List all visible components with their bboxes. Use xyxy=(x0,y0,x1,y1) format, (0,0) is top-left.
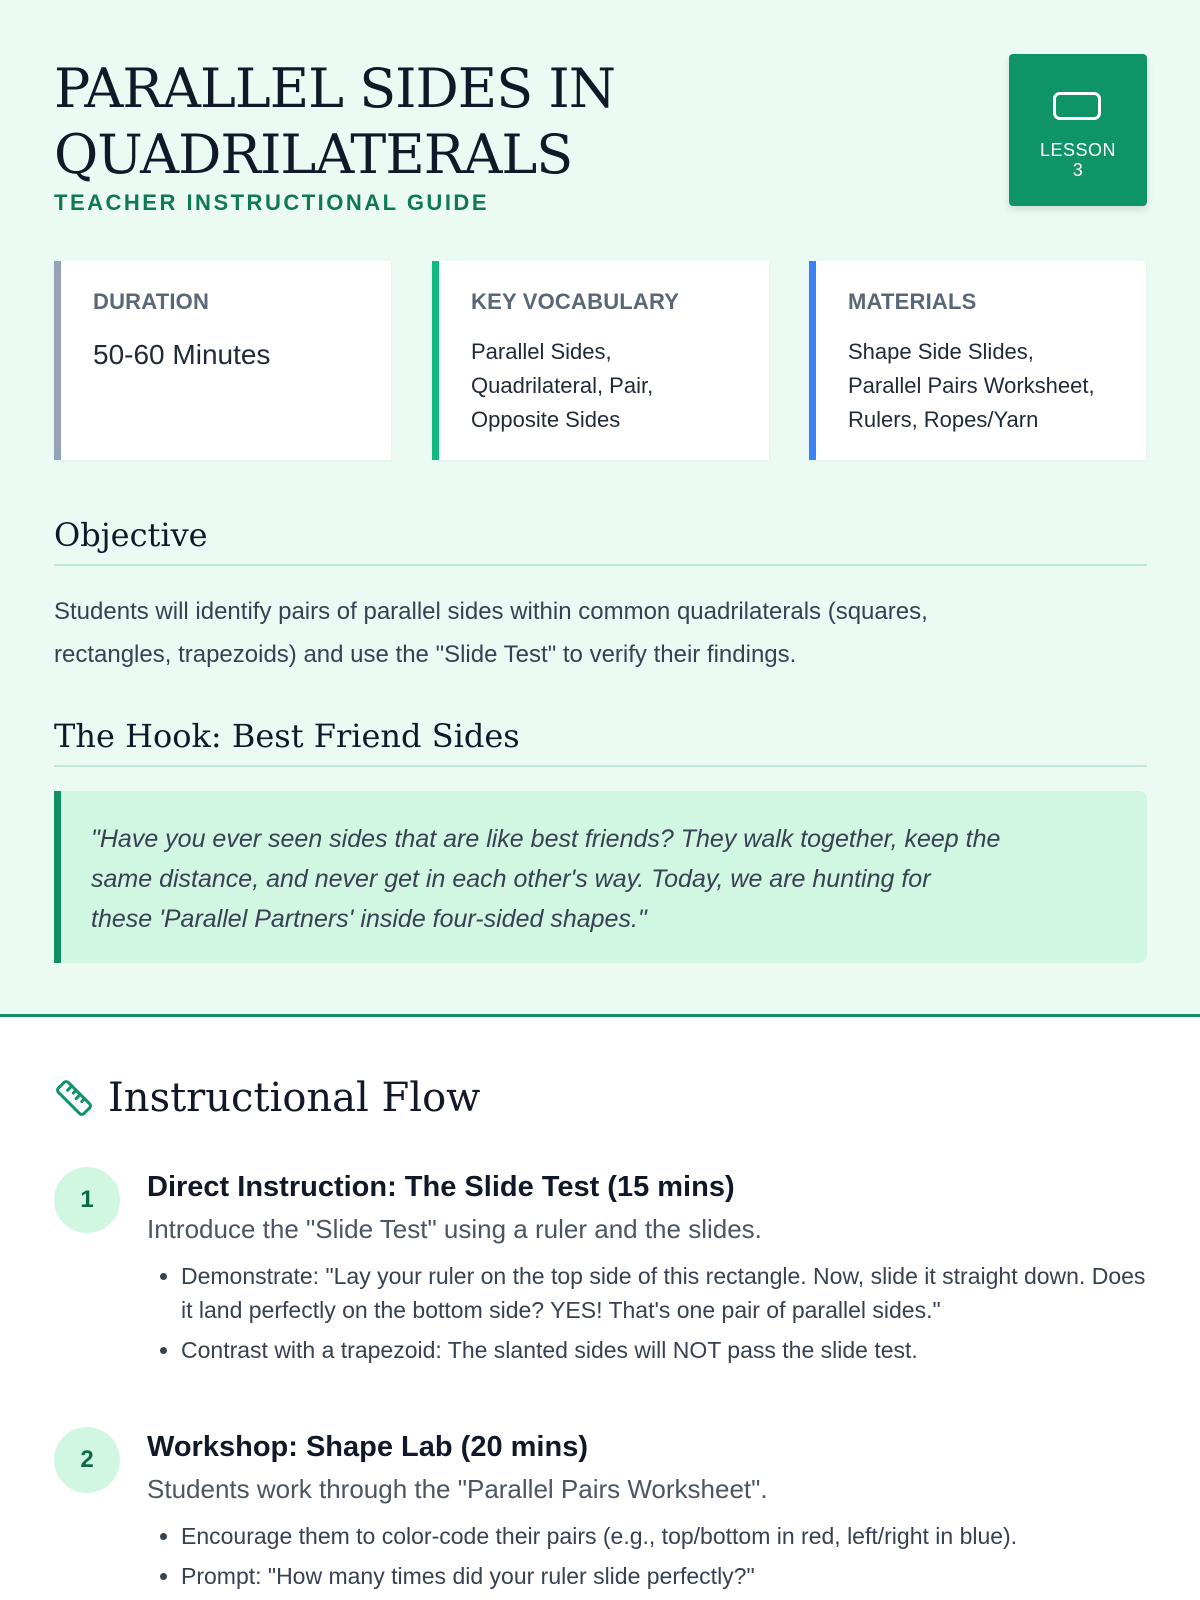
step-content xyxy=(147,1171,1147,1373)
quote-line-2: same distance, and never get in each other's way. Today, we are hunting for xyxy=(91,865,931,893)
lesson-number: 3 xyxy=(1072,160,1084,180)
ruler-icon xyxy=(54,1078,94,1118)
page-title xyxy=(54,56,615,188)
instructional-flow-title: Instructional Flow xyxy=(108,1075,481,1121)
step-intro: Introduce the "Slide Test" using a ruler and the slides. xyxy=(147,1214,762,1244)
step-bullet: • Demonstrate: "Lay your ruler on the top side of this rectangle. Now, slide it straight down. Does it land perfectly on the bottom side? YES! That's one pair of parallel sides." xyxy=(181,1259,1147,1327)
step-number: 1 xyxy=(54,1167,120,1233)
card-value xyxy=(848,335,1118,437)
step-bullet: • Encourage them to color-code their pairs (e.g., top/bottom in red, left/right in blue). xyxy=(181,1519,1147,1553)
card-heading: DURATION xyxy=(93,289,210,314)
vocabulary-card xyxy=(432,261,769,460)
objective-line-1: Students will identify pairs of parallel sides within common quadrilaterals (squares, xyxy=(54,598,928,625)
materials-card xyxy=(809,261,1146,460)
duration-card xyxy=(54,261,391,460)
card-heading: KEY VOCABULARY xyxy=(471,289,680,314)
hook-quote xyxy=(54,791,1147,963)
instructional-flow-header xyxy=(54,1075,480,1121)
step-bullet: • Prompt: "How many times did your ruler slide perfectly?" xyxy=(181,1559,1147,1593)
step-bullets xyxy=(147,1259,1147,1367)
card-line: Rulers, Ropes/Yarn xyxy=(848,407,1039,432)
step-content xyxy=(147,1431,1147,1599)
page-subtitle: TEACHER INSTRUCTIONAL GUIDE xyxy=(54,190,489,215)
step-title: Workshop: Shape Lab (20 mins) xyxy=(147,1431,588,1463)
objective-text xyxy=(54,590,1147,676)
card-value xyxy=(471,335,741,437)
step-intro: Students work through the "Parallel Pairs Worksheet". xyxy=(147,1474,768,1504)
quote-line-1: "Have you ever seen sides that are like best friends? They walk together, keep the xyxy=(91,825,1001,853)
card-line: Parallel Pairs Worksheet, xyxy=(848,373,1095,398)
lesson-badge-text xyxy=(1009,140,1147,180)
step-bullet: • Contrast with a trapezoid: The slanted sides will NOT pass the slide test. xyxy=(181,1333,1147,1367)
card-line: Quadrilateral, Pair, xyxy=(471,373,654,398)
card-value: 50-60 Minutes xyxy=(93,339,271,370)
info-cards xyxy=(54,261,1147,460)
lesson-badge xyxy=(1009,54,1147,206)
card-line: Shape Side Slides, xyxy=(848,339,1034,364)
step-number: 2 xyxy=(54,1427,120,1493)
rectangle-icon xyxy=(1053,92,1101,120)
card-heading: MATERIALS xyxy=(848,289,977,314)
hook-heading: The Hook: Best Friend Sides xyxy=(54,717,1147,767)
objective-line-2: rectangles, trapezoids) and use the "Slide Test" to verify their findings. xyxy=(54,641,797,668)
objective-heading: Objective xyxy=(54,516,1147,566)
lesson-label: LESSON xyxy=(1039,140,1117,160)
quote-line-3: these 'Parallel Partners' inside four-sided shapes." xyxy=(91,905,647,933)
step-title: Direct Instruction: The Slide Test (15 mins) xyxy=(147,1171,735,1203)
title-line-1: PARALLEL SIDES IN xyxy=(54,57,615,120)
card-line: Parallel Sides, xyxy=(471,339,612,364)
step-bullets xyxy=(147,1519,1147,1593)
title-line-2: QUADRILATERALS xyxy=(54,123,573,186)
card-line: Opposite Sides xyxy=(471,407,621,432)
